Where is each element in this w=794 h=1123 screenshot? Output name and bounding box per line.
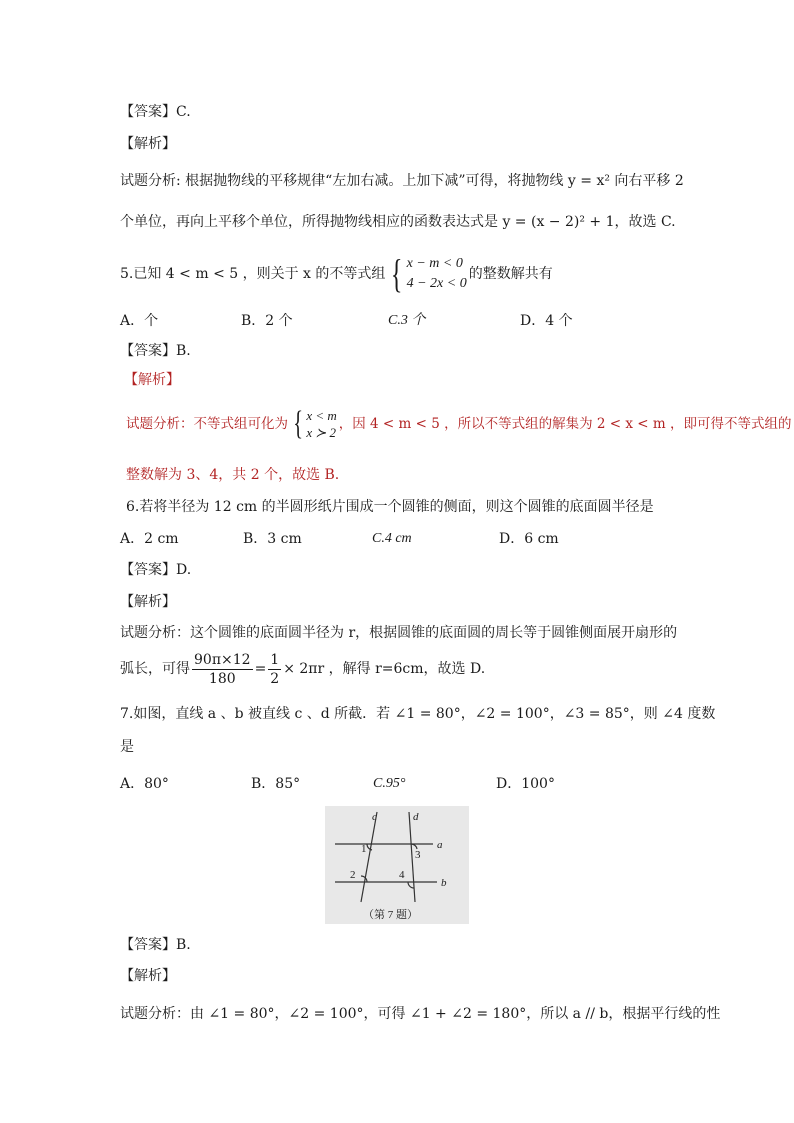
label-a: a — [437, 839, 443, 851]
q5-option-c: C.3 个 — [388, 313, 426, 328]
q5-inequality-system: { x − m < 0 4 − 2x < 0 — [391, 251, 467, 296]
q6-fraction-1-num: 90π×12 — [194, 651, 251, 668]
q5-option-a: A．个 — [120, 313, 159, 329]
q5-analysis-line2: 整数解为 3、4，共 2 个，故选 B. — [126, 467, 340, 483]
q4-answer: 【答案】C. — [120, 104, 191, 120]
q5-option-b: B．2 个 — [241, 313, 293, 329]
figure-caption: （第 7 题） — [363, 909, 418, 921]
q7-analysis-line1: 试题分析：由 ∠1 = 80°，∠2 = 100°，可得 ∠1 + ∠2 = 180°，所以 a // b，根据平行线的性 — [120, 1006, 721, 1022]
q7-analysis-title: 【解析】 — [120, 968, 176, 984]
q4-analysis-title: 【解析】 — [120, 136, 176, 152]
q6-fraction-1-den: 180 — [208, 670, 236, 687]
q5-system-row1: x − m < 0 — [406, 256, 463, 271]
q5-stem-a: 5.已知 4 < m < 5 ，则关于 x 的不等式组 — [120, 266, 386, 282]
angle-4-arc — [408, 882, 414, 888]
q7-option-a: A．80° — [120, 776, 169, 792]
q5-analysis-title: 【解析】 — [124, 372, 180, 388]
q6-analysis-line2 — [120, 648, 485, 690]
q7-stem-line2: 是 — [120, 739, 134, 755]
q4-analysis-line2: 个单位，再向上平移个单位，所得抛物线相应的函数表达式是 y = (x − 2)² + 1，故选 C. — [120, 214, 676, 230]
q7-option-c: C.95° — [373, 776, 406, 791]
q7-option-d: D．100° — [496, 776, 555, 792]
q7-option-b: B．85° — [251, 776, 301, 792]
q4-analysis-line1: 试题分析: 根据抛物线的平移规律“左加右减。上加下减”可得，将抛物线 y = x² 向右平移 2 — [120, 173, 684, 189]
q5-analysis-row2: x ≻ 2 — [306, 425, 336, 440]
q5-analysis-a: 试题分析：不等式组可化为 — [126, 416, 288, 432]
q5-option-d: D．4 个 — [520, 313, 573, 329]
q5-stem — [120, 252, 553, 296]
angle-1-label: 1 — [361, 843, 367, 855]
angle-4-label: 4 — [399, 869, 405, 881]
q6-stem: 6.若将半径为 12 cm 的半圆形纸片围成一个圆锥的侧面，则这个圆锥的底面圆半径是 — [126, 499, 654, 515]
q6-analysis-line1: 试题分析：这个圆锥的底面圆半径为 r，根据圆锥的底面圆的周长等于圆锥侧面展开扇形的 — [120, 625, 678, 641]
line-c — [361, 812, 377, 902]
q5-analysis-system: { x < m x ≻ 2 — [293, 405, 337, 442]
q6-fraction-2 — [268, 651, 281, 688]
q6-option-a: A．2 cm — [120, 531, 179, 547]
q5-analysis-row1: x < m — [306, 408, 337, 423]
angle-3-label: 3 — [415, 849, 421, 861]
q6-option-d: D．6 cm — [499, 531, 559, 547]
q5-analysis-line1 — [126, 403, 792, 445]
q6-fraction-2-den: 2 — [270, 670, 280, 687]
q5-system-row2: 4 − 2x < 0 — [406, 276, 467, 291]
q7-answer: 【答案】B. — [120, 937, 191, 953]
q6-option-c: C.4 cm — [372, 531, 412, 546]
q6-analysis-suffix: × 2πr ，解得 r=6cm，故选 D. — [283, 661, 486, 677]
label-b: b — [441, 877, 447, 889]
q5-analysis-b: ，因 4 < m < 5 ，所以不等式组的解集为 2 < x < m ，即可得不等式组的 — [338, 416, 792, 432]
label-c: c — [372, 811, 377, 823]
q6-answer: 【答案】D. — [120, 562, 192, 578]
q7-stem-line1: 7.如图，直线 a 、b 被直线 c 、d 所截．若 ∠1 = 80°，∠2 = 100°，∠3 = 85°，则 ∠4 度数 — [120, 706, 716, 722]
q6-analysis-prefix: 弧长，可得 — [120, 661, 190, 677]
q6-option-b: B．3 cm — [243, 531, 302, 547]
q6-fraction-1 — [192, 651, 253, 688]
q6-equals: = — [254, 661, 267, 677]
q6-analysis-title: 【解析】 — [120, 594, 176, 610]
q5-stem-b: 的整数解共有 — [468, 266, 553, 282]
q5-answer: 【答案】B. — [120, 343, 191, 359]
q7-figure — [325, 806, 469, 924]
q7-figure-diagram — [325, 806, 469, 924]
angle-2-arc — [361, 876, 367, 882]
angle-2-label: 2 — [350, 869, 356, 881]
label-d: d — [413, 811, 419, 823]
q6-fraction-2-num: 1 — [270, 651, 280, 668]
